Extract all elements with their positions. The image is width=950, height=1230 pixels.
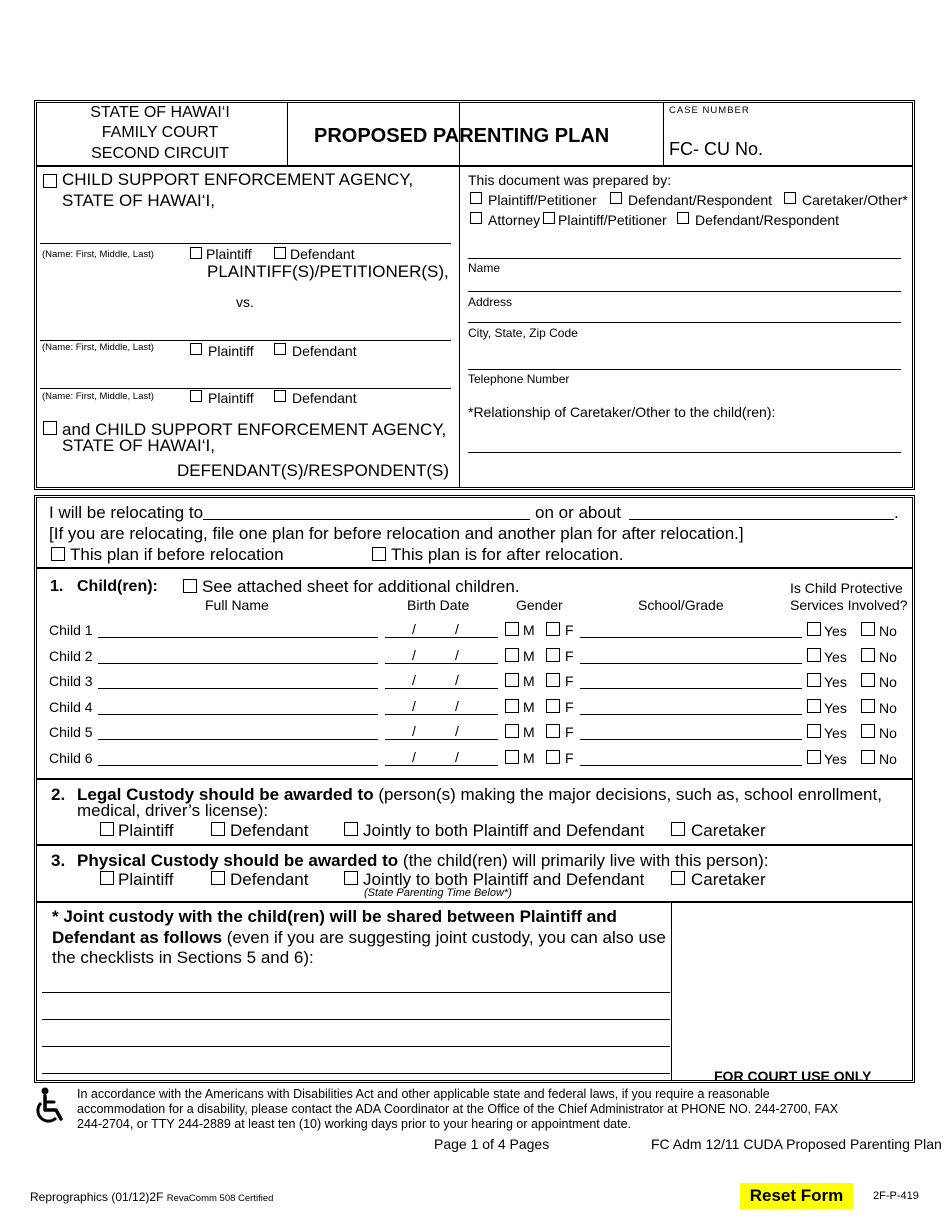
child-6-label: Child 6: [49, 750, 93, 766]
child-5-male-checkbox[interactable]: [505, 724, 519, 738]
relocation-note: [If you are relocating, file one plan for before relocation and another plan for after relocation.]: [49, 524, 744, 543]
child-5-cps-yes-checkbox[interactable]: [807, 724, 821, 738]
defendant-2-plaintiff-label: Plaintiff: [208, 390, 254, 406]
child-4-female-label: F: [565, 699, 574, 715]
csea-plaintiff-checkbox[interactable]: [43, 174, 57, 188]
joint-entry-line-1[interactable]: [42, 992, 670, 993]
child-4-birth-line[interactable]: [385, 714, 498, 715]
child-2-birth-line[interactable]: [385, 663, 498, 664]
child-4-cps-no-label: No: [879, 700, 897, 716]
accessibility-icon: [32, 1086, 70, 1126]
child-2-cps-no-label: No: [879, 649, 897, 665]
ada-line-3: 244-2704, or TTY 244-2889 at least ten (10) working days prior to your hearing or appointment date.: [77, 1117, 632, 1131]
child-1-school-line[interactable]: [580, 637, 802, 638]
joint-entry-line-2[interactable]: [42, 1019, 670, 1020]
child-5-date-sep-2: /: [455, 723, 459, 739]
physical-jointly-checkbox[interactable]: [344, 871, 358, 885]
child-4-cps-yes-checkbox[interactable]: [807, 699, 821, 713]
attached-sheet-checkbox[interactable]: [183, 579, 197, 593]
case-number-label: CASE NUMBER: [669, 105, 750, 116]
child-1-cps-yes-checkbox[interactable]: [807, 622, 821, 636]
header-vline-case: [663, 102, 664, 165]
defendant-2-defendant-label: Defendant: [292, 390, 357, 406]
child-3-male-label: M: [523, 673, 535, 689]
child-4-name-line[interactable]: [98, 714, 378, 715]
child-4-school-line[interactable]: [580, 714, 802, 715]
csea-defendant-checkbox[interactable]: [43, 421, 57, 435]
prepared-caretaker-checkbox[interactable]: [784, 192, 796, 204]
child-2-label: Child 2: [49, 648, 93, 664]
relocation-label-mid: on or about: [535, 503, 622, 522]
child-1-male-label: M: [523, 622, 535, 638]
child-6-cps-no-checkbox[interactable]: [861, 750, 875, 764]
vs-label: vs.: [236, 294, 254, 310]
child-4-date-sep-2: /: [455, 698, 459, 714]
child-6-cps-no-label: No: [879, 751, 897, 767]
child-1-female-checkbox[interactable]: [546, 622, 560, 636]
and-csea-line-1: and CHILD SUPPORT ENFORCEMENT AGENCY,: [62, 420, 447, 439]
court-use-label: FOR COURT USE ONLY: [714, 1068, 872, 1084]
physical-num: 3.: [51, 851, 66, 870]
legal-jointly-checkbox[interactable]: [344, 822, 358, 836]
child-3-cps-yes-label: Yes: [824, 674, 847, 690]
preparer-name-line[interactable]: [468, 258, 901, 259]
joint-line-2: [52, 928, 666, 948]
prepared-defendant-checkbox[interactable]: [610, 192, 622, 204]
joint-line-3: the checklists in Sections 5 and 6):: [52, 948, 314, 967]
child-2-cps-no-checkbox[interactable]: [861, 648, 875, 662]
child-5-cps-no-label: No: [879, 725, 897, 741]
relocation-label-start: I will be relocating to: [49, 503, 204, 522]
defendant-2-plaintiff-checkbox[interactable]: [190, 390, 202, 402]
physical-heading: [77, 851, 769, 871]
attorney-defendant-label: Defendant/Respondent: [695, 212, 839, 228]
physical-defendant-checkbox[interactable]: [211, 871, 225, 885]
child-1-cps-no-checkbox[interactable]: [861, 622, 875, 636]
relocation-place-line[interactable]: [203, 519, 530, 520]
physical-note: (State Parenting Time Below*): [364, 887, 512, 899]
physical-defendant-label: Defendant: [230, 870, 309, 889]
relocation-period: .: [894, 503, 899, 522]
case-number-field[interactable]: FC- CU No.: [669, 139, 763, 159]
child-6-school-line[interactable]: [580, 765, 802, 766]
child-5-label: Child 5: [49, 724, 93, 740]
child-3-school-line[interactable]: [580, 688, 802, 689]
physical-jointly-label: Jointly to both Plaintiff and Defendant: [363, 870, 645, 889]
legal-num: [51, 785, 65, 805]
child-3-date-sep-1: /: [412, 672, 416, 688]
after-relocation-label: This plan is for after relocation.: [391, 545, 624, 564]
repro-label: [30, 1190, 273, 1204]
child-3-cps-no-checkbox[interactable]: [861, 673, 875, 687]
child-5-female-label: F: [565, 724, 574, 740]
legal-heading-rest: (person(s) making the major decisions, such as, school enrollment,: [373, 785, 882, 804]
prepared-plaintiff-label: Plaintiff/Petitioner: [488, 192, 597, 208]
child-3-date-sep-2: /: [455, 672, 459, 688]
child-1-cps-yes-label: Yes: [824, 623, 847, 639]
defendant-1-defendant-label: Defendant: [292, 343, 357, 359]
and-csea-line-2: STATE OF HAWAI‘I,: [62, 436, 215, 455]
joint-line-2-rest: (even if you are suggesting joint custody, you can also use: [222, 928, 666, 947]
joint-entry-line-4[interactable]: [42, 1073, 670, 1074]
children-divider: [36, 778, 913, 780]
child-1-date-sep-1: /: [412, 621, 416, 637]
court-line-3: SECOND CIRCUIT: [91, 145, 229, 162]
child-2-male-checkbox[interactable]: [505, 648, 519, 662]
relocation-date-line[interactable]: [629, 519, 894, 520]
defendant-1-name-line[interactable]: [40, 340, 451, 341]
child-1-name-line[interactable]: [98, 637, 378, 638]
preparer-phone-line[interactable]: [468, 369, 901, 370]
plaintiff-name-hint: (Name: First, Middle, Last): [42, 249, 154, 260]
child-5-date-sep-1: /: [412, 723, 416, 739]
prepared-attorney-label: Attorney: [488, 212, 541, 228]
child-4-male-label: M: [523, 699, 535, 715]
court-use-divider: [671, 903, 672, 1080]
reset-form-button[interactable]: Reset Form: [740, 1183, 853, 1209]
ada-line-1: In accordance with the Americans with Disabilities Act and other applicable state and federal laws, if you require a reasonable: [77, 1087, 770, 1101]
defendant-1-plaintiff-checkbox[interactable]: [190, 343, 202, 355]
child-6-date-sep-2: /: [455, 749, 459, 765]
attached-sheet-label: See attached sheet for additional children.: [202, 577, 520, 596]
col-school-grade: School/Grade: [638, 597, 724, 613]
prepared-plaintiff-checkbox[interactable]: [470, 192, 482, 204]
child-5-school-line[interactable]: [580, 739, 802, 740]
child-6-male-label: M: [523, 750, 535, 766]
attorney-defendant-checkbox[interactable]: [677, 212, 689, 224]
legal-plaintiff-checkbox[interactable]: [100, 822, 114, 836]
child-2-cps-yes-checkbox[interactable]: [807, 648, 821, 662]
child-6-cps-yes-checkbox[interactable]: [807, 750, 821, 764]
plaintiff-name-line[interactable]: [40, 243, 451, 244]
physical-heading-rest: (the child(ren) will primarily live with this person):: [398, 851, 769, 870]
physical-caretaker-checkbox[interactable]: [671, 871, 685, 885]
child-4-label: Child 4: [49, 699, 93, 715]
header-vline-1: [287, 102, 288, 165]
attorney-plaintiff-label: Plaintiff/Petitioner: [558, 212, 667, 228]
col-cps-1: Is Child Protective: [790, 580, 903, 596]
defendant-2-defendant-checkbox[interactable]: [274, 390, 286, 402]
defendant-2-name-hint: (Name: First, Middle, Last): [42, 391, 154, 402]
prepared-defendant-label: Defendant/Respondent: [628, 192, 772, 208]
legal-num-text: 2.: [51, 785, 66, 804]
prepared-attorney-checkbox[interactable]: [470, 212, 482, 224]
physical-plaintiff-checkbox[interactable]: [100, 871, 114, 885]
ada-line-2: accommodation for a disability, please contact the ADA Coordinator at the Office of the Chief Administrator at PHONE NO. 244-2700, FAX: [77, 1102, 839, 1116]
legal-heading-bold: Legal Custody should be awarded to: [77, 785, 374, 804]
court-line-1: STATE OF HAWAI‘I: [90, 104, 230, 121]
child-5-cps-yes-label: Yes: [824, 725, 847, 741]
child-2-date-sep-1: /: [412, 647, 416, 663]
col-gender: Gender: [516, 597, 563, 613]
before-relocation-label: This plan if before relocation: [70, 545, 284, 564]
relationship-line[interactable]: [468, 452, 901, 453]
physical-heading-bold: Physical Custody should be awarded to: [77, 851, 399, 870]
after-relocation-checkbox[interactable]: [372, 547, 386, 561]
preparer-city-label: City, State, Zip Code: [468, 326, 578, 340]
child-1-female-label: F: [565, 622, 574, 638]
repro-text: Reprographics (01/12)2F: [30, 1190, 164, 1204]
header-vline-center: [459, 102, 460, 488]
child-4-cps-yes-label: Yes: [824, 700, 847, 716]
physical-divider: [36, 901, 913, 903]
child-6-female-checkbox[interactable]: [546, 750, 560, 764]
child-2-female-label: F: [565, 648, 574, 664]
physical-caretaker-label: Caretaker: [691, 870, 766, 889]
attorney-plaintiff-checkbox[interactable]: [543, 212, 555, 224]
child-5-female-checkbox[interactable]: [546, 724, 560, 738]
preparer-city-line[interactable]: [468, 322, 901, 323]
child-4-cps-no-checkbox[interactable]: [861, 699, 875, 713]
legal-divider: [36, 844, 913, 846]
child-2-school-line[interactable]: [580, 663, 802, 664]
defendants-caption: DEFENDANT(S)/RESPONDENT(S): [177, 461, 450, 480]
child-2-date-sep-2: /: [455, 647, 459, 663]
child-5-male-label: M: [523, 724, 535, 740]
legal-plaintiff-label: Plaintiff: [118, 821, 174, 840]
child-3-cps-yes-checkbox[interactable]: [807, 673, 821, 687]
page-title: PROPOSED PARENTING PLAN: [314, 125, 610, 147]
child-2-male-label: M: [523, 648, 535, 664]
legal-defendant-checkbox[interactable]: [211, 822, 225, 836]
physical-plaintiff-label: Plaintiff: [118, 870, 174, 889]
child-1-birth-line[interactable]: [385, 637, 498, 638]
relationship-label: *Relationship of Caretaker/Other to the child(ren):: [468, 404, 776, 420]
joint-entry-line-3[interactable]: [42, 1046, 670, 1047]
child-6-name-line[interactable]: [98, 765, 378, 766]
plaintiffs-caption: PLAINTIFF(S)/PETITIONER(S),: [207, 262, 449, 281]
defendant-1-plaintiff-label: Plaintiff: [208, 343, 254, 359]
preparer-address-line[interactable]: [468, 291, 901, 292]
prepared-by-intro: This document was prepared by:: [468, 172, 672, 188]
prepared-caretaker-label: Caretaker/Other*: [802, 192, 908, 208]
child-1-date-sep-2: /: [455, 621, 459, 637]
child-5-name-line[interactable]: [98, 739, 378, 740]
plaintiff-1-plaintiff-checkbox[interactable]: [190, 247, 202, 259]
child-3-birth-line[interactable]: [385, 688, 498, 689]
children-heading-num: 1.: [50, 578, 64, 595]
court-line-2: FAMILY COURT: [101, 124, 219, 141]
plaintiff-1-defendant-checkbox[interactable]: [274, 247, 286, 259]
joint-line-1: * Joint custody with the child(ren) will be shared between Plaintiff and: [52, 907, 617, 926]
child-4-date-sep-1: /: [412, 698, 416, 714]
child-5-cps-no-checkbox[interactable]: [861, 724, 875, 738]
header-divider: [36, 165, 913, 167]
child-6-date-sep-1: /: [412, 749, 416, 765]
legal-caretaker-label: Caretaker: [691, 821, 766, 840]
col-cps-2: Services Involved?: [790, 597, 908, 613]
csea-line-1: CHILD SUPPORT ENFORCEMENT AGENCY,: [62, 170, 414, 189]
child-2-cps-yes-label: Yes: [824, 649, 847, 665]
child-1-cps-no-label: No: [879, 623, 897, 639]
relocation-divider: [36, 567, 913, 569]
child-1-label: Child 1: [49, 622, 93, 638]
defendant-1-name-hint: (Name: First, Middle, Last): [42, 342, 154, 353]
col-birth-date: Birth Date: [407, 597, 470, 613]
col-full-name: Full Name: [205, 597, 269, 613]
child-4-female-checkbox[interactable]: [546, 699, 560, 713]
plaintiff-1-defendant-label: Defendant: [290, 246, 355, 262]
csea-line-2: STATE OF HAWAI‘I,: [62, 191, 215, 210]
child-3-cps-no-label: No: [879, 674, 897, 690]
revacomm-text: RevaComm 508 Certified: [166, 1193, 274, 1204]
child-5-birth-line[interactable]: [385, 739, 498, 740]
legal-heading-line-2: medical, driver’s license):: [77, 801, 269, 820]
before-relocation-checkbox[interactable]: [51, 547, 65, 561]
child-3-female-checkbox[interactable]: [546, 673, 560, 687]
child-3-female-label: F: [565, 673, 574, 689]
page-info: Page 1 of 4 Pages: [434, 1136, 550, 1152]
children-heading: Child(ren):: [77, 578, 158, 595]
preparer-address-label: Address: [468, 295, 513, 309]
child-4-male-checkbox[interactable]: [505, 699, 519, 713]
preparer-phone-label: Telephone Number: [468, 372, 570, 386]
child-6-cps-yes-label: Yes: [824, 751, 847, 767]
legal-jointly-label: Jointly to both Plaintiff and Defendant: [363, 821, 645, 840]
joint-line-2-bold: Defendant as follows: [52, 928, 223, 947]
child-3-male-checkbox[interactable]: [505, 673, 519, 687]
form-code: 2F-P-419: [873, 1190, 919, 1202]
child-6-female-label: F: [565, 750, 574, 766]
defendant-2-name-line[interactable]: [40, 388, 451, 389]
legal-caretaker-checkbox[interactable]: [671, 822, 685, 836]
child-6-male-checkbox[interactable]: [505, 750, 519, 764]
plaintiff-1-plaintiff-label: Plaintiff: [206, 246, 252, 262]
child-6-birth-line[interactable]: [385, 765, 498, 766]
child-3-name-line[interactable]: [98, 688, 378, 689]
child-2-name-line[interactable]: [98, 663, 378, 664]
legal-defendant-label: Defendant: [230, 821, 309, 840]
preparer-name-label: Name: [468, 261, 501, 275]
defendant-1-defendant-checkbox[interactable]: [274, 343, 286, 355]
form-id: FC Adm 12/11 CUDA Proposed Parenting Plan: [651, 1136, 942, 1152]
child-2-female-checkbox[interactable]: [546, 648, 560, 662]
child-3-label: Child 3: [49, 673, 93, 689]
child-1-male-checkbox[interactable]: [505, 622, 519, 636]
